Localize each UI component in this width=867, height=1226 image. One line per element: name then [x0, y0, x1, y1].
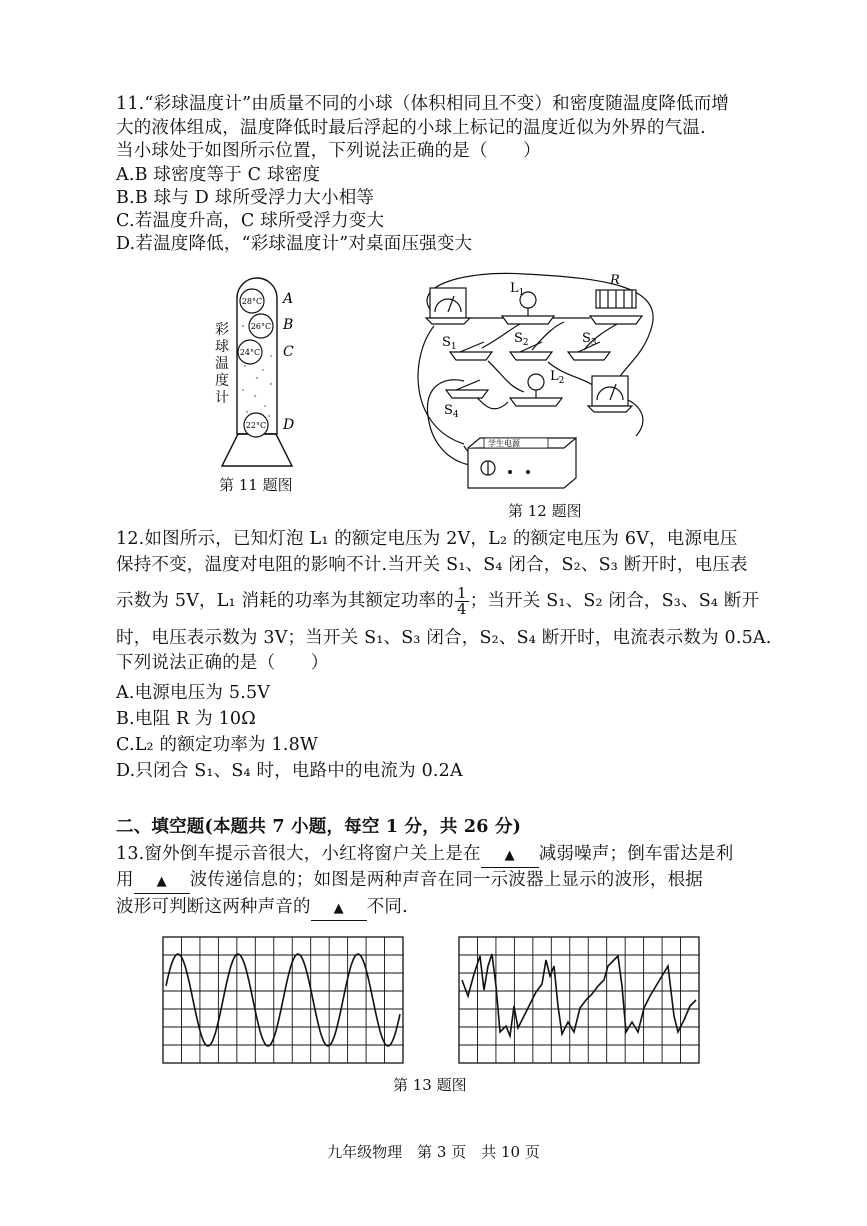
q11-stem-line-1: 11.“彩球温度计”由质量不同的小球（体积相同且不变）和密度随温度降低而增 [116, 94, 730, 114]
q13-line-2 [116, 869, 703, 894]
ball-c-temp: 24°C [239, 348, 261, 357]
q12-option-a: A.电源电压为 5.5V [116, 683, 271, 703]
q13-line-3-text-a: 波形可判断这两种声音的 [116, 897, 311, 917]
ball-b-temp: 26°C [250, 322, 272, 331]
ball-d-letter: D [283, 417, 295, 433]
q11-option-a: A.B 球密度等于 C 球密度 [116, 165, 321, 185]
answer-blank-3[interactable]: ▲ [311, 898, 367, 921]
label-s2: $S_2$ [514, 331, 529, 348]
ball-d-temp: 22°C [245, 421, 267, 430]
ball-a-temp: 28°C [241, 297, 263, 306]
q11-figure-caption: 第 11 题图 [219, 476, 293, 494]
label-l2: $L_2$ [550, 369, 565, 386]
page-footer: 九年级物理 第 3 页 共 10 页 [327, 1143, 540, 1161]
section-2-heading: 二、填空题(本题共 7 小题，每空 1 分，共 26 分) [116, 817, 522, 837]
q13-line-1-text-b: 减弱噪声；倒车雷达是利 [538, 844, 734, 864]
q12-stem-line-2: 保持不变，温度对电阻的影响不计.当开关 S₁、S₄ 闭合，S₂、S₃ 断开时，电压表 [116, 555, 748, 575]
fraction-denominator: 4 [456, 600, 467, 618]
q13-line-2-text-b: 波传递信息的；如图是两种声音在同一示波器上显示的波形，根据 [189, 870, 704, 890]
label-r: R [610, 273, 620, 288]
q12-stem-line-3 [116, 584, 759, 618]
q12-stem-line-4: 时，电压表示数为 3V；当开关 S₁、S₃ 闭合，S₂、S₄ 断开时，电流表示数为 0.5A. [116, 628, 772, 648]
ball-c-letter: C [283, 344, 294, 360]
q12-option-d: D.只闭合 S₁、S₄ 时，电路中的电流为 0.2A [116, 761, 463, 781]
q12-circuit-figure [404, 266, 666, 498]
oscilloscope-waveform-left [162, 936, 404, 1064]
label-s4: $S_4$ [444, 403, 459, 420]
vertical-label-5: 计 [215, 390, 229, 406]
q13-line-3-text-b: 不同. [366, 897, 408, 917]
q11-option-b: B.B 球与 D 球所受浮力大小相等 [116, 188, 375, 208]
q12-option-b: B.电阻 R 为 10Ω [116, 709, 256, 729]
ball-a-letter: A [283, 291, 294, 307]
one-quarter-fraction [455, 586, 469, 617]
q12-option-c: C.L₂ 的额定功率为 1.8W [116, 735, 319, 755]
q11-stem-line-2: 大的液体组成，温度降低时最后浮起的小球上标记的温度近似为外界的气温. [116, 118, 706, 138]
label-s1: $S_1$ [442, 335, 457, 352]
vertical-label-2: 球 [215, 339, 229, 355]
answer-blank-1[interactable]: ▲ [481, 845, 539, 868]
vertical-label-1: 彩 [215, 322, 229, 338]
label-l1: $L_1$ [510, 281, 525, 298]
q12-figure-caption: 第 12 题图 [508, 502, 582, 520]
q11-option-c: C.若温度升高，C 球所受浮力变大 [116, 211, 385, 231]
q13-figure-caption: 第 13 题图 [393, 1076, 467, 1094]
noise-waveform [462, 954, 696, 1036]
vertical-label-4: 度 [215, 373, 229, 389]
sine-waveform [166, 954, 400, 1046]
oscilloscope-waveform-right [458, 936, 700, 1064]
q11-thermometer-figure [205, 266, 315, 471]
q12-stem-line-3-text-b: ；当开关 S₁、S₂ 闭合，S₃、S₄ 断开 [469, 591, 760, 611]
vertical-label-3: 温 [215, 356, 229, 372]
q13-line-2-text-a: 用 [116, 870, 134, 890]
q12-stem-line-1: 12.如图所示，已知灯泡 L₁ 的额定电压为 2V，L₂ 的额定电压为 6V，电源电压 [116, 529, 738, 549]
q13-line-1-text-a: 13.窗外倒车提示音很大，小红将窗户关上是在 [116, 844, 481, 864]
label-power-supply: 学生电源 [488, 439, 520, 448]
ball-b-letter: B [283, 317, 294, 333]
q13-line-1 [116, 843, 733, 868]
answer-blank-2[interactable]: ▲ [134, 871, 190, 894]
q11-option-d: D.若温度降低，“彩球温度计”对桌面压强变大 [116, 234, 473, 254]
q12-stem-line-3-text-a: 示数为 5V，L₁ 消耗的功率为其额定功率的 [116, 591, 454, 611]
label-s3: $S_3$ [582, 331, 597, 348]
q12-stem-line-5: 下列说法正确的是（ ） [116, 653, 329, 673]
q11-stem-line-3: 当小球处于如图所示位置，下列说法正确的是（ ） [116, 141, 541, 161]
fraction-numerator: 1 [456, 584, 467, 602]
q13-line-3 [116, 896, 408, 921]
